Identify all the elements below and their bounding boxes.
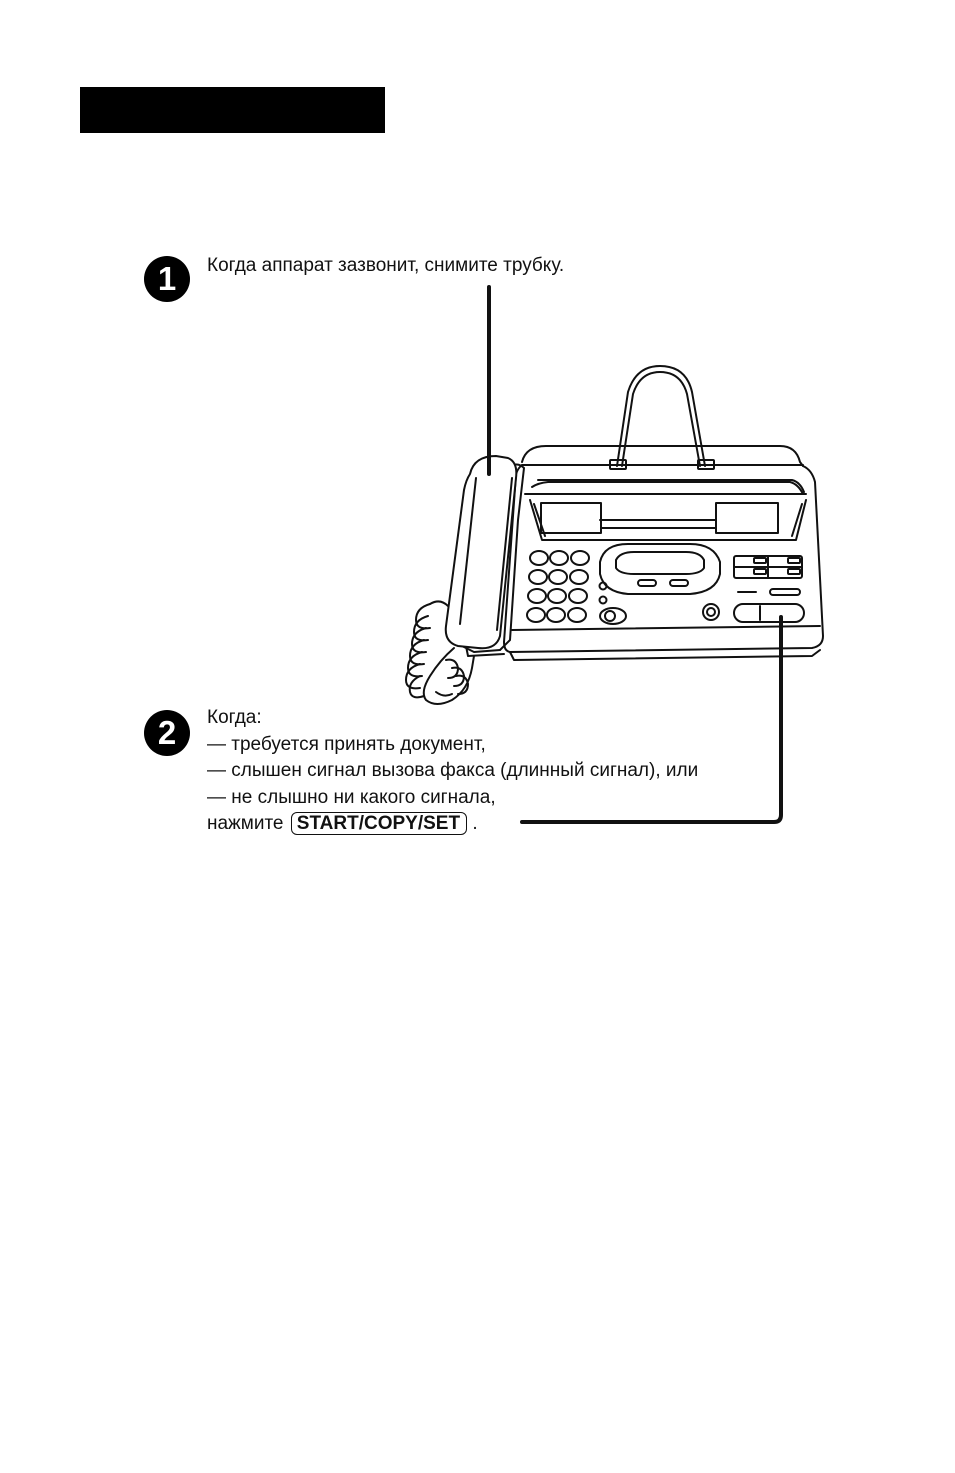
step-2-instruction [207, 705, 698, 838]
start-copy-set-button [734, 604, 804, 622]
step-2-final-prefix: нажмите [207, 813, 284, 834]
step-2-line: — требуется принять документ, [207, 733, 486, 755]
step-2-line: — не слышно ни какого сигнала, [207, 786, 496, 808]
function-buttons [600, 583, 720, 625]
step-2-final-suffix: . [472, 813, 478, 834]
dial-keypad [527, 551, 589, 622]
step-2-line: — слышен сигнал вызова факса (длинный сигнал), или [207, 760, 699, 781]
step-1-badge: 1 [144, 256, 190, 302]
display-panel [600, 544, 720, 594]
start-copy-set-key-label: START/COPY/SET [291, 812, 467, 835]
step-2-final-line [207, 811, 698, 838]
step-2-badge: 2 [144, 710, 190, 756]
station-buttons [734, 556, 802, 595]
step-2-line: Когда: [207, 707, 262, 728]
step-1-instruction: Когда аппарат зазвонит, снимите трубку. [207, 255, 565, 276]
paper-support-wire [610, 366, 714, 469]
